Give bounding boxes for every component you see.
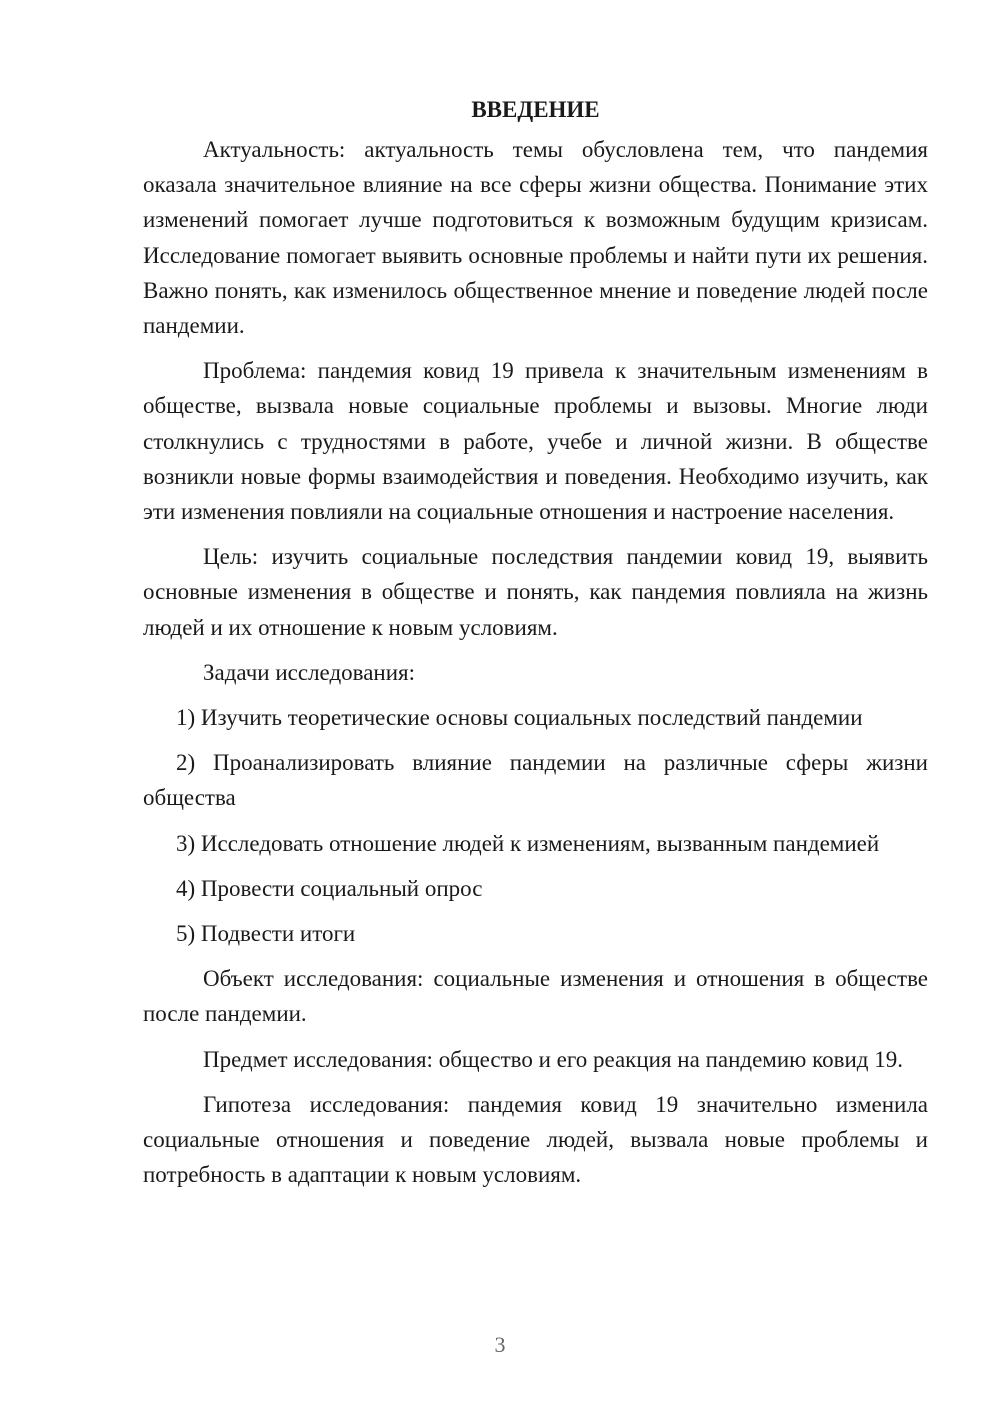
paragraph-tasks-intro: Задачи исследования: (203, 659, 416, 685)
document-page (143, 92, 928, 1202)
paragraph-hypothesis: Гипотеза исследования: пандемия ковид 19 значительно изменила социальные отношения и поведение людей, вызвала новые проблемы и потребность в адаптации к новым условиям. (143, 1091, 928, 1188)
task-item-2: 2) Проанализировать влияние пандемии на различные сферы жизни общества (143, 750, 928, 811)
paragraph-object: Объект исследования: социальные изменения и отношения в обществе после пандемии. (143, 966, 928, 1027)
paragraph-goal: Цель: изучить социальные последствия пандемии ковид 19, выявить основные изменения в обществе и понять, как пандемия повлияла на жизнь людей и их отношение к новым условиям. (143, 544, 928, 640)
paragraph-subject: Предмет исследования: общество и его реакция на пандемию ковид 19. (203, 1046, 903, 1072)
task-item-3: 3) Исследовать отношение людей к изменениям, вызванным пандемией (176, 830, 880, 856)
paragraph-relevance: Актуальность: актуальность темы обусловлена тем, что пандемия оказала значительное влияние на все сферы жизни общества. Понимание этих изменений помогает лучше подготовиться к возможным будущим кризисам. Исследование помогает выявить основные проблемы и найти пути их решения. Важно понять, как изменилось общественное мнение и поведение людей после пандемии. (143, 137, 928, 339)
task-item-1: 1) Изучить теоретические основы социальных последствий пандемии (176, 705, 863, 731)
task-item-4: 4) Провести социальный опрос (176, 875, 483, 901)
task-item-5: 5) Подвести итоги (176, 921, 356, 947)
section-heading: ВВЕДЕНИЕ (471, 97, 600, 122)
paragraph-problem: Проблема: пандемия ковид 19 привела к значительным изменениям в обществе, вызвала новые социальные проблемы и вызовы. Многие люди столкнулись с трудностями в работе, учебе и личной жизни. В обществе возникли новые формы взаимодействия и поведения. Необходимо изучить, как эти изменения повлияли на социальные отношения и настроение населения. (143, 358, 928, 525)
page-number: 3 (494, 1332, 506, 1357)
